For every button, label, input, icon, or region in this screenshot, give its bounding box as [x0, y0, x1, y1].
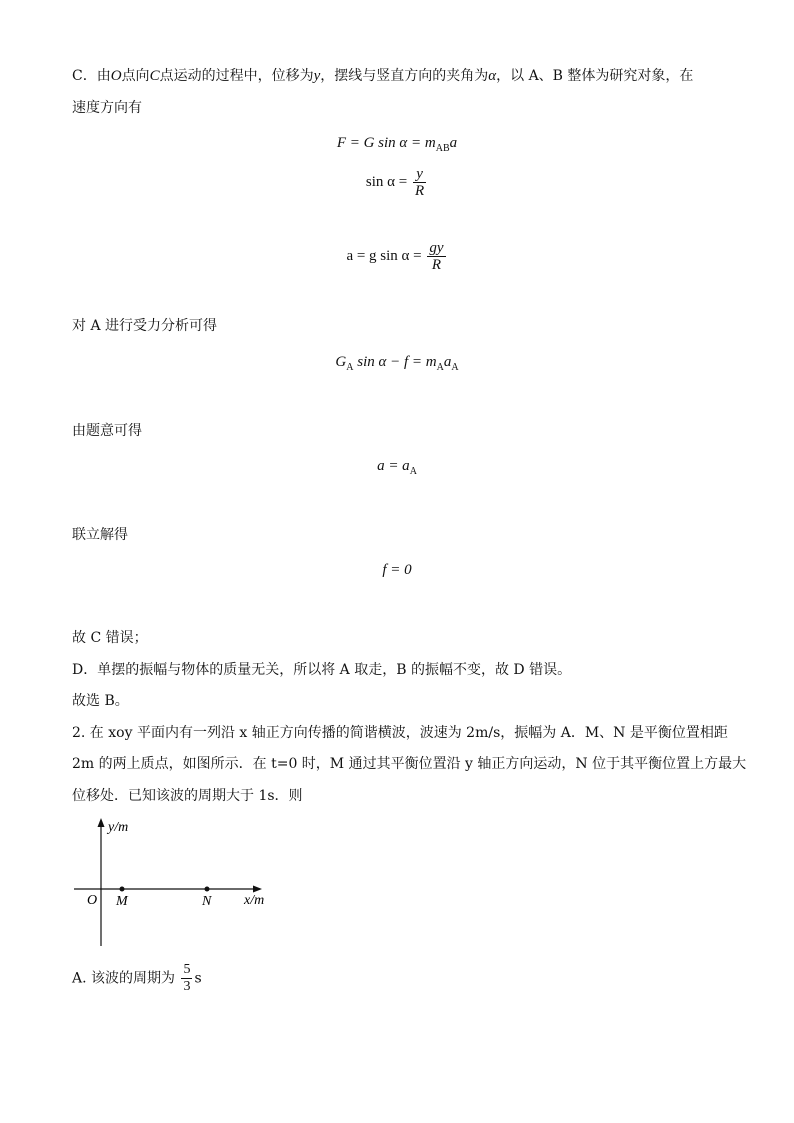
text-segment: C．由	[72, 68, 111, 84]
fraction-numerator: y	[413, 166, 426, 183]
eq-text: a = g sin α =	[346, 247, 422, 264]
symbol-C: C	[149, 68, 160, 84]
text-segment: ，摆线与竖直方向的夹角为	[320, 68, 489, 84]
eq-text: F = G sin α = m	[336, 135, 436, 151]
eq-subscript: A	[346, 362, 354, 373]
eq-text: a	[449, 135, 458, 151]
y-axis-label: y/m	[108, 820, 129, 835]
eq-text: f = 0	[382, 562, 412, 578]
question-2-line-2: 2m 的两上质点，如图所示．在 t=0 时，M 通过其平衡位置沿 y 轴正方向运动，N 位于其平衡位置上方最大	[72, 756, 747, 772]
fraction	[427, 240, 445, 273]
y-axis-arrow	[98, 818, 105, 827]
option-a-unit: s	[194, 970, 202, 987]
equation-force	[0, 133, 794, 159]
text-solve: 联立解得	[72, 527, 128, 543]
text-d-explanation: D．单摆的振幅与物体的质量无关，所以将 A 取走，B 的振幅不变，故 D 错误。	[72, 662, 572, 678]
section-c-line-2: 速度方向有	[72, 100, 142, 116]
question-2-line-3: 位移处．已知该波的周期大于 1s．则	[72, 788, 303, 804]
fraction-denominator: R	[414, 183, 425, 199]
equation-acceleration	[0, 240, 794, 273]
eq-subscript: AB	[435, 143, 450, 154]
fraction-denominator: 3	[183, 979, 191, 994]
eq-text: G	[335, 354, 347, 370]
symbol-O: O	[110, 68, 122, 84]
text-from-question: 由题意可得	[72, 423, 142, 439]
eq-subscript: A	[451, 362, 459, 373]
point-N-label: N	[202, 894, 212, 909]
symbol-y: y	[313, 68, 321, 84]
fraction	[181, 962, 192, 995]
text-segment: 点向	[121, 68, 150, 84]
text-segment: ，以 A、B 整体为研究对象，在	[496, 68, 694, 84]
text-c-wrong: 故 C 错误；	[72, 630, 148, 646]
eq-subscript: A	[409, 466, 417, 477]
point-M-dot	[120, 887, 125, 892]
wave-axes-figure	[72, 814, 282, 954]
eq-text: a	[443, 354, 452, 370]
option-a	[72, 962, 202, 995]
point-M-label: M	[116, 894, 128, 909]
equation-f-zero	[0, 560, 794, 580]
eq-text: sin α − f = m	[353, 354, 437, 370]
point-N-dot	[205, 887, 210, 892]
text-force-analysis: 对 A 进行受力分析可得	[72, 318, 218, 334]
eq-text: a = a	[377, 458, 410, 474]
fraction-numerator: 5	[183, 962, 191, 977]
equation-sin	[0, 166, 794, 199]
fraction	[413, 166, 426, 199]
equation-a-equals	[0, 456, 794, 482]
text-segment: 点运动的过程中，位移为	[159, 68, 314, 84]
eq-text: sin α =	[365, 173, 408, 190]
x-axis-arrow	[253, 886, 262, 893]
equation-force-a	[0, 352, 794, 378]
question-2-line-1: 2. 在 xoy 平面内有一列沿 x 轴正方向传播的简谐横波，波速为 2m/s，振幅为 A．M、N 是平衡位置相距	[72, 725, 728, 741]
symbol-alpha: α	[488, 68, 497, 84]
section-c-line-1	[72, 66, 693, 86]
origin-label: O	[87, 893, 98, 908]
text-choose-b: 故选 B。	[72, 693, 129, 709]
option-a-text: A. 该波的周期为	[72, 970, 176, 987]
fraction-denominator: R	[431, 257, 442, 273]
eq-subscript: A	[436, 362, 444, 373]
x-axis-label: x/m	[244, 893, 265, 908]
fraction-numerator: gy	[429, 240, 444, 256]
